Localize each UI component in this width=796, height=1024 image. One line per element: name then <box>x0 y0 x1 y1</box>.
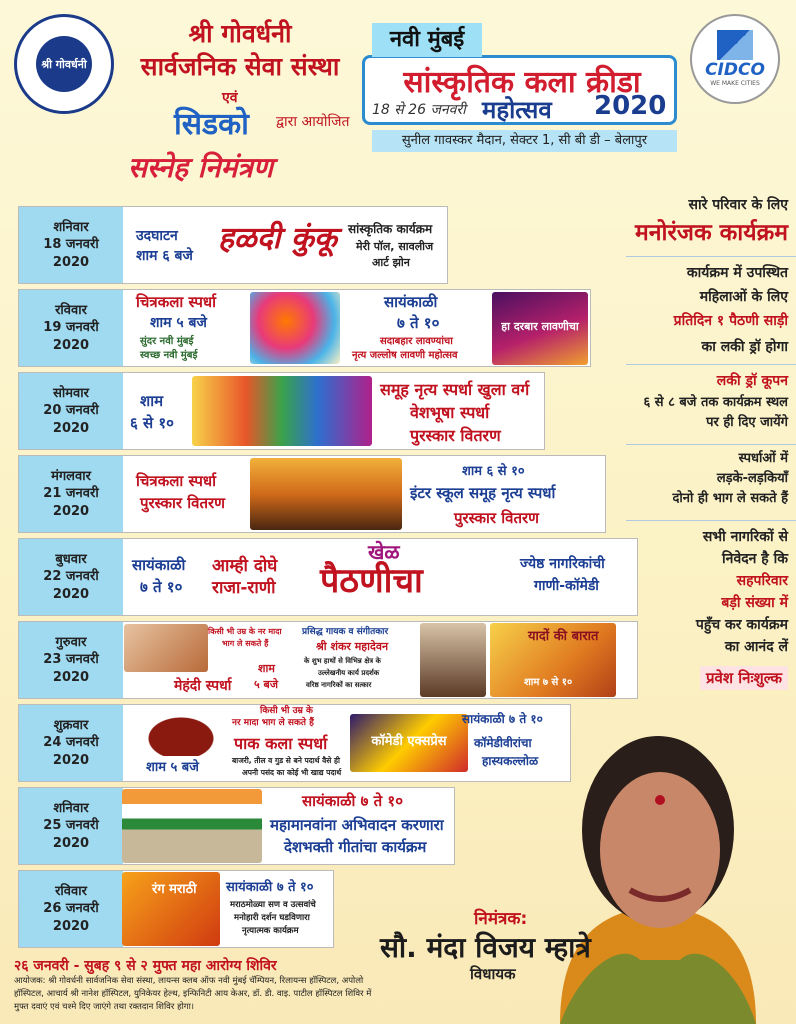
date: 23 जनवरी <box>43 652 99 668</box>
day-cell <box>19 788 123 864</box>
event-text: ७ ते १० <box>140 578 183 596</box>
venue: सुनील गावस्कर मैदान, सेक्टर 1, सी बी डी – बेलापुर <box>372 130 677 152</box>
event-text: कॉमेडीवीरांचा <box>474 736 532 750</box>
day-cell <box>19 705 123 781</box>
appeal-line4: बड़ी संख्या में <box>721 595 788 611</box>
rang-marathi-image <box>122 872 220 946</box>
women-line4: का लकी ड्रॉ होगा <box>701 339 788 355</box>
event-text: के शुभ हाथों से विभिन्न क्षेत्र के <box>304 657 381 665</box>
cooking-pot-icon <box>140 712 222 756</box>
event-text: किसी भी उम्र के <box>260 706 313 716</box>
entertainment-heading: मनोरंजक कार्यक्रम <box>635 220 788 246</box>
organizer-name-line2: सार्वजनिक सेवा संस्था <box>140 51 340 81</box>
weekday: रविवार <box>55 302 87 318</box>
event-highlight: पैठणीचा <box>320 561 423 601</box>
event-text: शाम ५ बजे <box>146 760 199 775</box>
year: 2020 <box>52 586 90 602</box>
cidco-logo-name: CIDCO <box>705 60 765 80</box>
event-text: ७ ते १० <box>397 314 440 332</box>
date: 25 जनवरी <box>43 818 99 834</box>
singer-photo <box>420 623 486 697</box>
event-text: पुरस्कार वितरण <box>410 426 501 445</box>
invitation-title: सस्नेह निमंत्रण <box>128 151 274 184</box>
year: 2020 <box>52 669 90 685</box>
event-text: मराठमोळ्या सण व उत्सवांचे <box>230 900 316 910</box>
day-cell <box>19 622 123 698</box>
health-camp-title: २६ जनवरी - सुबह ९ से २ मुफ्त महा आरोग्य शिविर <box>14 958 277 974</box>
event-title: समूह नृत्य स्पर्धा खुला वर्ग <box>380 380 530 399</box>
event-text: गाणी-कॉमेडी <box>534 578 599 594</box>
festival-word: महोत्सव <box>482 96 552 124</box>
lavani-poster-title: हा दरबार लावणीचा <box>501 320 579 333</box>
cidco-logo <box>690 14 780 104</box>
event-title: मेहंदी स्पर्धा <box>174 678 232 694</box>
inviter-label: निमंत्रक: <box>474 909 528 929</box>
year: 2020 <box>52 337 90 353</box>
event-text: सायंकाळी <box>132 556 186 574</box>
sanstha-logo-mark: श्री गोवर्धनी <box>36 36 92 92</box>
day-cell <box>19 539 123 615</box>
comedy-express-logo <box>350 714 468 772</box>
year: 2020 <box>52 918 90 934</box>
event-title: श्री शंकर महादेवन <box>316 640 389 653</box>
yaadon-title: यादों की बारात <box>528 629 599 644</box>
weekday: मंगलवार <box>51 468 91 484</box>
city-name: नवी मुंबई <box>372 23 482 57</box>
event-text: राजा-राणी <box>212 578 276 598</box>
date: 18 जनवरी <box>43 237 99 253</box>
event-text: शाम ६ बजे <box>136 248 193 264</box>
divider <box>626 256 796 257</box>
festival-dates: 18 से 26 जनवरी <box>372 102 466 118</box>
event-text: स्वच्छ नवी मुंबई <box>140 350 198 361</box>
festival-title: सांस्कृतिक कला क्रीडा <box>403 65 641 100</box>
event-text: शाम <box>258 662 275 675</box>
appeal-line5: पहुँच कर कार्यक्रम <box>695 617 788 633</box>
coupon-line2: पर ही दिए जायेंगे <box>706 415 788 430</box>
rang-marathi-title: रंग मराठी <box>152 882 197 897</box>
painting-image <box>250 292 340 364</box>
cidco-logo-tagline: WE MAKE CITIES <box>710 80 760 87</box>
day-cell <box>19 207 123 283</box>
event-text: शाम ६ से १० <box>462 464 525 479</box>
date: 21 जनवरी <box>43 486 99 502</box>
year: 2020 <box>52 752 90 768</box>
event-text: किसी भी उम्र के नर मादा <box>208 627 282 636</box>
inviter-portrait <box>520 710 796 1024</box>
event-text: सायंकाळी ७ ते १० <box>462 712 543 726</box>
event-text: ज्येष्ठ नागरिकांची <box>520 556 605 572</box>
event-text: भाग ले सकते हैं <box>222 639 269 648</box>
event-text: पुरस्कार वितरण <box>454 509 540 527</box>
day-cell <box>19 373 123 449</box>
event-text: ६ से १० <box>130 414 174 432</box>
event-text: हास्यकल्लोळ <box>482 754 539 768</box>
event-text: महामानवांना अभिवादन करणारा <box>270 816 444 834</box>
sanstha-logo <box>14 14 114 114</box>
weekday: गुरुवार <box>55 634 87 650</box>
event-text: सुंदर नवी मुंबई <box>140 336 194 347</box>
event-title: इंटर स्कूल समूह नृत्य स्पर्धा <box>410 484 556 502</box>
appeal-line3: सहपरिवार <box>736 573 788 589</box>
event-text: वेशभूषा स्पर्धा <box>410 403 490 422</box>
date: 19 जनवरी <box>43 320 99 336</box>
comp-line3: दोनो ही भाग ले सकते हैं <box>672 491 788 506</box>
lavani-poster <box>492 292 588 365</box>
women-line2: महिलाओं के लिए <box>699 289 788 305</box>
comp-line1: स्पर्धाओं में <box>738 451 788 466</box>
event-highlight: हळदी कुंकू <box>218 221 337 256</box>
divider <box>626 520 796 521</box>
organizer-name-line1: श्री गोवर्धनी <box>188 19 292 48</box>
appeal-line1: सभी नागरिकों से <box>702 529 788 545</box>
event-text: ५ बजे <box>254 678 278 691</box>
event-text: सायंकाळी ७ ते १० <box>226 880 314 895</box>
inviter-title: विधायक <box>470 965 516 983</box>
event-text: सांस्कृतिक कार्यक्रम <box>348 222 433 236</box>
free-entry: प्रवेश निःशुल्क <box>700 666 788 690</box>
weekday: शुक्रवार <box>53 717 89 733</box>
event-text: नर मादा भाग ले सकते हैं <box>232 718 314 728</box>
day-cell <box>19 871 123 947</box>
event-highlight: खेळ <box>368 540 400 564</box>
date: 26 जनवरी <box>43 901 99 917</box>
and-word: एवं <box>222 90 238 106</box>
family-line: सारे परिवार के लिए <box>688 197 788 213</box>
weekday: शनिवार <box>53 800 89 816</box>
organizer-name <box>110 18 370 83</box>
event-text: पुरस्कार वितरण <box>140 494 226 512</box>
comedy-express-title: कॉमेडी एक्सप्रेस <box>371 734 447 749</box>
event-text: शाम <box>140 392 164 410</box>
festival-year: 2020 <box>594 91 667 121</box>
event-text: वरिष्ठ नागरिकों का सत्कार <box>306 681 372 689</box>
event-text: सायंकाळी <box>384 293 438 311</box>
weekday: बुधवार <box>55 551 87 567</box>
appeal-line6: का आनंद लें <box>724 639 788 655</box>
event-text: प्रसिद्ध गायक व संगीतकार <box>302 627 389 637</box>
sunset-dance-image <box>250 458 402 530</box>
women-line3: प्रतिदिन १ पैठणी साड़ी <box>673 313 788 329</box>
event-text: सदाबहार लावण्यांचा <box>380 336 453 347</box>
divider <box>626 444 796 445</box>
coupon-title: लकी ड्रॉ कूपन <box>716 373 788 389</box>
event-text: अपनी पसंद का कोई भी खाद्य पदार्थ <box>242 768 342 777</box>
date: 22 जनवरी <box>43 569 99 585</box>
event-text: उदघाटन <box>136 228 178 244</box>
day-cell <box>19 456 123 532</box>
divider <box>626 364 796 365</box>
dance-silhouettes-image <box>192 376 372 446</box>
event-text: नृत्यात्मक कार्यक्रम <box>242 926 299 936</box>
freedom-fighters-image <box>122 789 262 863</box>
weekday: सोमवार <box>53 385 89 401</box>
date: 20 जनवरी <box>43 403 99 419</box>
inviter-name: सौ. मंदा विजय म्हात्रे <box>380 931 591 964</box>
event-text: आर्ट झोन <box>372 256 410 269</box>
yaadon-time: शाम ७ से १० <box>524 677 573 688</box>
year: 2020 <box>52 835 90 851</box>
date: 24 जनवरी <box>43 735 99 751</box>
yaadon-ki-baraat-poster <box>490 623 616 697</box>
event-text: देशभक्ती गीतांचा कार्यक्रम <box>284 838 427 856</box>
weekday: रविवार <box>55 883 87 899</box>
event-title: चित्रकला स्पर्धा <box>136 472 216 490</box>
cidco-devanagari: सिडको <box>174 107 249 142</box>
mehndi-hand-image <box>124 624 208 672</box>
women-line1: कार्यक्रम में उपस्थित <box>686 265 788 281</box>
event-text: मेरी पॉल, सावलीज <box>356 240 434 253</box>
event-text: उल्लेखनीय कार्य प्रदर्शक <box>318 669 380 677</box>
day-cell <box>19 290 123 366</box>
event-title: सायंकाळी ७ ते १० <box>302 792 404 810</box>
year: 2020 <box>52 254 90 270</box>
event-title: चित्रकला स्पर्धा <box>136 293 216 311</box>
event-title: आम्ही दोघे <box>212 556 278 576</box>
appeal-line2: निवेदन है कि <box>722 551 788 567</box>
event-title: पाक कला स्पर्धा <box>234 734 328 753</box>
weekday: शनिवार <box>53 219 89 235</box>
cidco-logo-icon <box>717 30 753 60</box>
health-camp-description: आयोजक: श्री गोवर्धनी सार्वजनिक सेवा संस्था, लायन्स क्लब ऑफ नवी मुंबई चॅम्पियन, रिलायन्स हॉस्पिटल, अपोलो हॉस्पिटल, आचार्य श्री नानेश हॉस्पिटल, युनिकेयर हेल्थ, इन्फिनिटी आय केअर, डॉ. डी. वाइ. पाटील हॉस्पिटल शिविर में मुफ्त दवाएं एवं चश्मे दिए जाएंगे तथा रक्तदान शिविर होगा। <box>14 976 372 1012</box>
comp-line2: लड़के-लड़कियाँ <box>716 471 788 486</box>
event-text: बाजरी, तील व गुड से बने पदार्थ वैसे ही <box>232 756 340 765</box>
event-text: नृत्य जल्लोष लावणी महोत्सव <box>352 350 458 361</box>
organized-by: द्वारा आयोजित <box>276 114 350 130</box>
event-text: मनोहारी दर्शन घडविणारा <box>234 913 310 923</box>
event-text: शाम ५ बजे <box>150 315 207 331</box>
year: 2020 <box>52 503 90 519</box>
coupon-line1: ६ से ८ बजे तक कार्यक्रम स्थल <box>643 395 788 410</box>
year: 2020 <box>52 420 90 436</box>
